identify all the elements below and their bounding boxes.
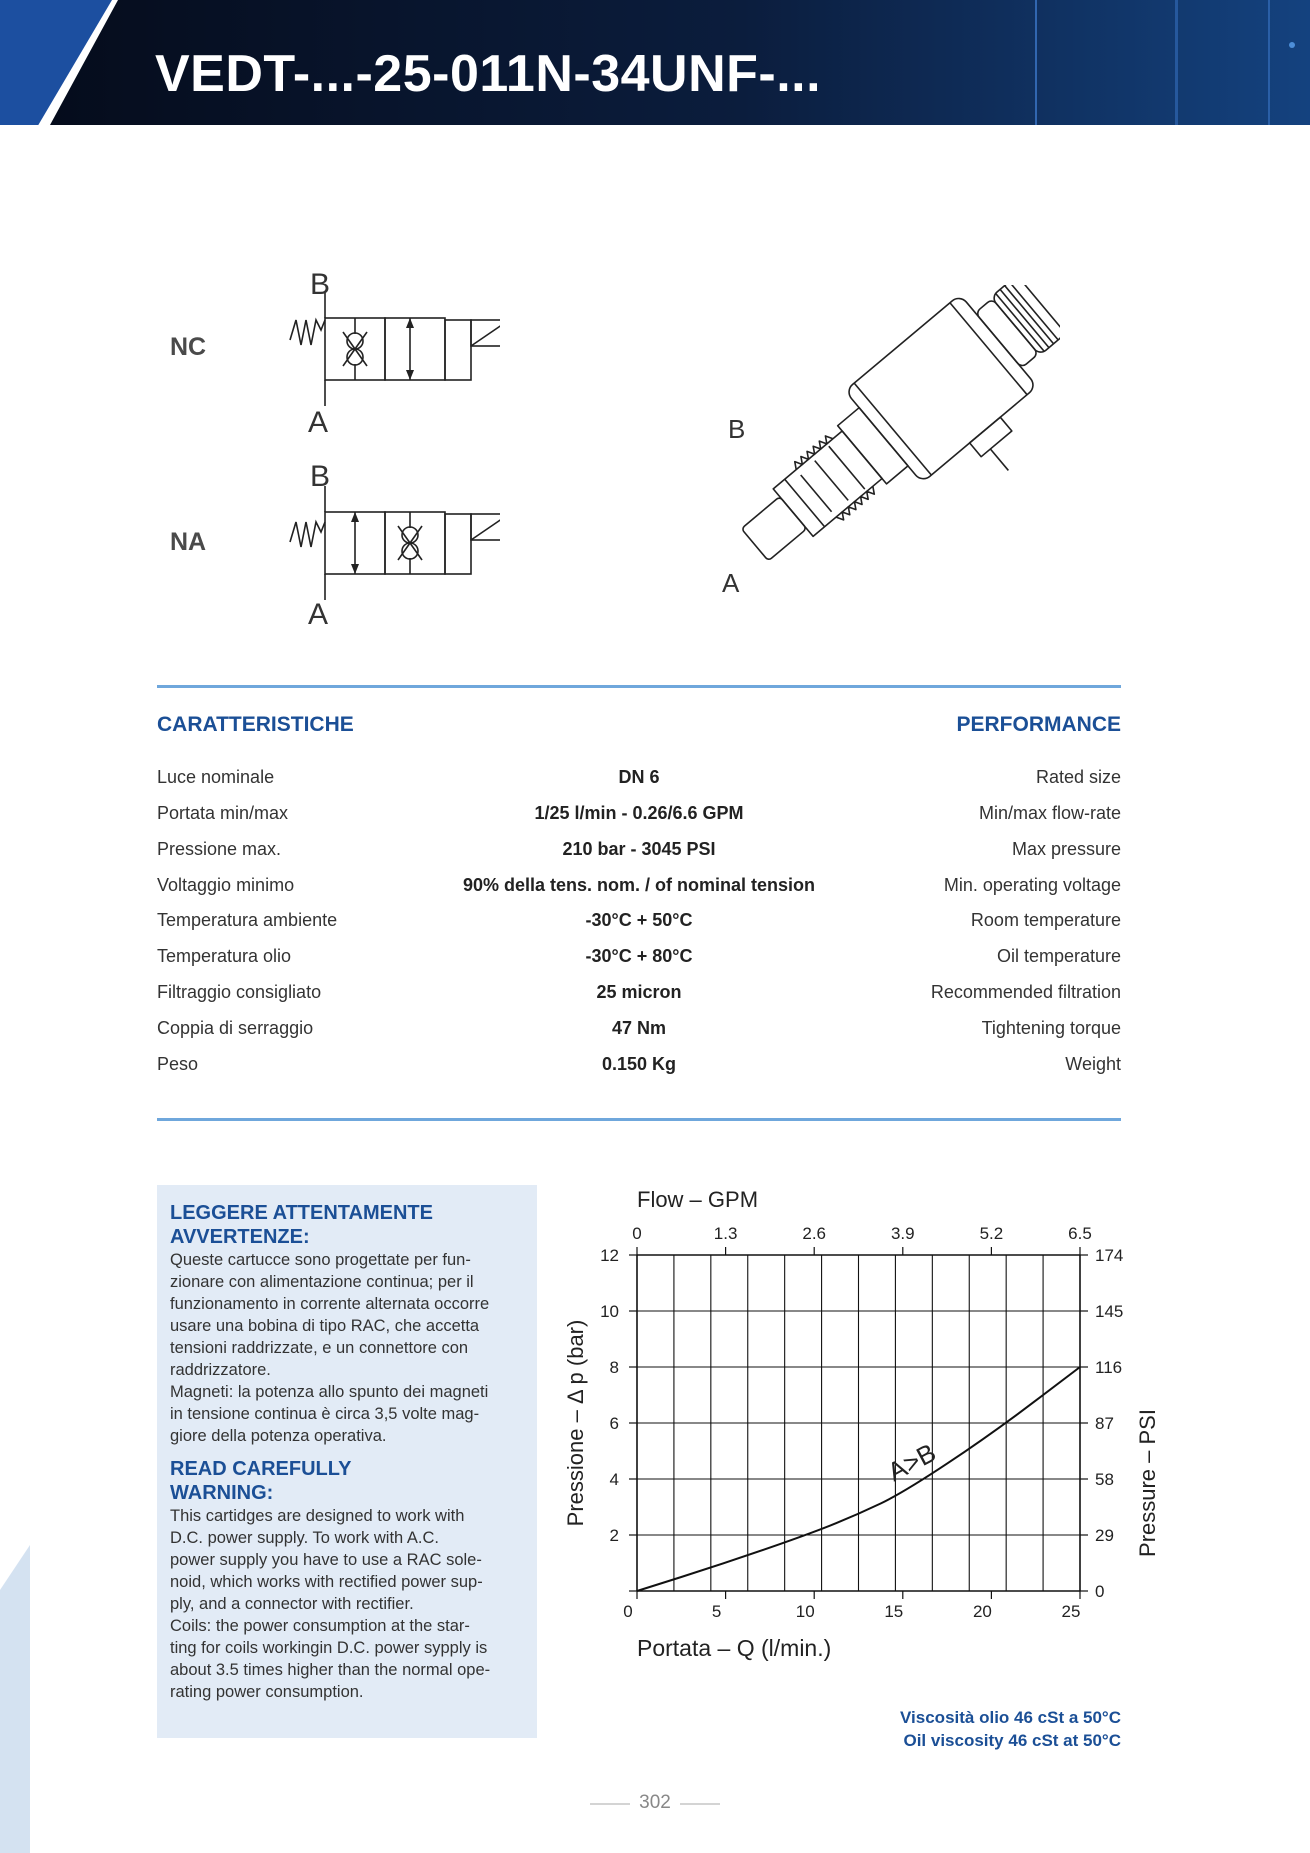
spec-label-en: Min/max flow-rate (978, 803, 1121, 823)
x2-tick-label: 1.3 (713, 1224, 738, 1243)
divider-bottom (157, 1118, 1121, 1121)
x-axis-title: Portata – Q (l/min.) (637, 1635, 832, 1661)
y-tick-label: 12 (600, 1246, 619, 1265)
na-port-a: A (308, 598, 329, 631)
spec-row (157, 875, 1121, 911)
divider-top (157, 685, 1121, 688)
page-title: VEDT-...-25-011N-34UNF-... (155, 45, 822, 103)
warning-heading-en: READ CAREFULLY WARNING: (170, 1458, 352, 1504)
nc-port-b: B (310, 270, 331, 301)
spec-label-en: Oil temperature (996, 946, 1121, 966)
series-label: A>B (882, 1437, 941, 1488)
x2-tick-label: 5.2 (979, 1224, 1004, 1243)
section-heading-it: CARATTERISTICHE (157, 713, 354, 736)
spec-value: -30°C + 80°C (585, 946, 693, 966)
spec-value: 210 bar - 3045 PSI (562, 839, 716, 859)
spec-row (157, 946, 1121, 982)
y-tick-label: 2 (609, 1526, 619, 1545)
spec-value: 1/25 l/min - 0.26/6.6 GPM (534, 803, 744, 823)
x-tick-label: 10 (795, 1602, 815, 1621)
spec-row (157, 839, 1121, 875)
y-tick-label: 4 (609, 1470, 619, 1489)
spec-label-it: Pressione max. (157, 839, 282, 859)
x-tick-label: 20 (972, 1602, 992, 1621)
warning-text-en: This cartidges are designed to work with D.C. power supply. To work with A.C. power supply you have to use a RAC sole- noid, which works with rectified power sup- ply, and a connector with rectifier. Coils: the power consumption at the star- ting for coils workingin D.C. power sypply is about 3.5 times higher than the normal ope- rating power consumption. (170, 1507, 491, 1701)
viscosity-en: Oil viscosity 46 cSt at 50°C (903, 1731, 1121, 1750)
nc-label: NC (170, 333, 207, 361)
viscosity-it: Viscosità olio 46 cSt a 50°C (900, 1708, 1121, 1727)
nc-valve-symbol (280, 270, 500, 440)
spec-label-it: Portata min/max (157, 803, 289, 823)
y2-tick-label: 87 (1095, 1414, 1114, 1433)
y2-axis-title: Pressure – PSI (1135, 1409, 1160, 1557)
spec-label-it: Voltaggio minimo (157, 875, 295, 895)
y2-tick-label: 145 (1095, 1302, 1124, 1321)
x-tick-label: 25 (1061, 1602, 1081, 1621)
spec-label-en: Recommended filtration (930, 982, 1121, 1002)
x-tick-label: 0 (623, 1602, 633, 1621)
spec-value: DN 6 (618, 767, 660, 787)
warning-box (157, 1185, 537, 1738)
spec-row (157, 1054, 1121, 1090)
spec-row (157, 803, 1121, 839)
spec-value: 25 micron (596, 982, 682, 1002)
spec-value: -30°C + 50°C (585, 910, 693, 930)
section-heading-en: PERFORMANCE (956, 713, 1121, 736)
nc-port-a: A (308, 406, 329, 439)
y2-tick-label: 116 (1095, 1358, 1123, 1377)
spec-row (157, 1018, 1121, 1054)
drawing-port-b: B (728, 414, 746, 444)
warning-heading-it: LEGGERE ATTENTAMENTE AVVERTENZE: (170, 1202, 433, 1248)
spec-label-en: Room temperature (970, 910, 1121, 930)
spec-label-it: Coppia di serraggio (157, 1018, 314, 1038)
spec-label-en: Rated size (1035, 767, 1121, 787)
spec-label-it: Temperatura olio (157, 946, 292, 966)
viscosity-note (900, 1706, 1121, 1752)
y-tick-label: 10 (600, 1302, 619, 1321)
spec-label-en: Tightening torque (981, 1018, 1121, 1038)
spec-label-en: Min. operating voltage (943, 875, 1121, 895)
spec-value: 47 Nm (611, 1018, 667, 1038)
pressure-drop-chart (555, 1175, 1175, 1665)
y-axis-title: Pressione – Δ p (bar) (563, 1319, 588, 1527)
spec-label-it: Peso (157, 1054, 199, 1074)
spec-label-it: Temperatura ambiente (157, 910, 338, 930)
na-port-b: B (310, 462, 331, 493)
x-tick-label: 5 (711, 1602, 722, 1621)
x2-tick-label: 6.5 (1068, 1224, 1092, 1243)
spec-value: 0.150 Kg (601, 1054, 677, 1074)
page-number: 302 (639, 1792, 671, 1813)
spec-label-en: Weight (1065, 1054, 1121, 1074)
y2-tick-label: 29 (1095, 1526, 1114, 1545)
warning-text-it: Queste cartucce sono progettate per fun- zionare con alimentazione continua; per il funzionamento in corrente alternata occorre usare una bobina di tipo RAC, che accetta tensioni raddrizzate, e un connettore con raddrizzatore. Magneti: la potenza allo spunto dei magneti in tensione continua è circa 3,5 volte mag- giore della potenza operativa. (170, 1251, 490, 1445)
na-valve-symbol (280, 462, 500, 632)
spec-row (157, 910, 1121, 946)
na-label: NA (170, 528, 207, 556)
y2-tick-label: 58 (1095, 1470, 1114, 1489)
x-tick-label: 15 (884, 1602, 904, 1621)
drawing-port-a: A (722, 568, 740, 598)
y-tick-label: 8 (609, 1358, 619, 1377)
x2-axis-title: Flow – GPM (637, 1187, 759, 1212)
x2-tick-label: 2.6 (802, 1224, 827, 1243)
cartridge-valve-drawing (700, 285, 1060, 605)
spec-value: 90% della tens. nom. / of nominal tension (462, 875, 816, 895)
spec-label-en: Max pressure (1011, 839, 1121, 859)
spec-label-it: Luce nominale (157, 767, 275, 787)
y2-tick-label: 0 (1095, 1582, 1105, 1601)
spec-row (157, 982, 1121, 1018)
y-tick-label: 6 (609, 1414, 619, 1433)
spec-row (157, 767, 1121, 803)
spec-label-it: Filtraggio consigliato (157, 982, 322, 1002)
x2-tick-label: 0 (632, 1224, 642, 1243)
y2-tick-label: 174 (1095, 1246, 1124, 1265)
x2-tick-label: 3.9 (890, 1224, 915, 1243)
edge-decoration (0, 1545, 30, 1853)
